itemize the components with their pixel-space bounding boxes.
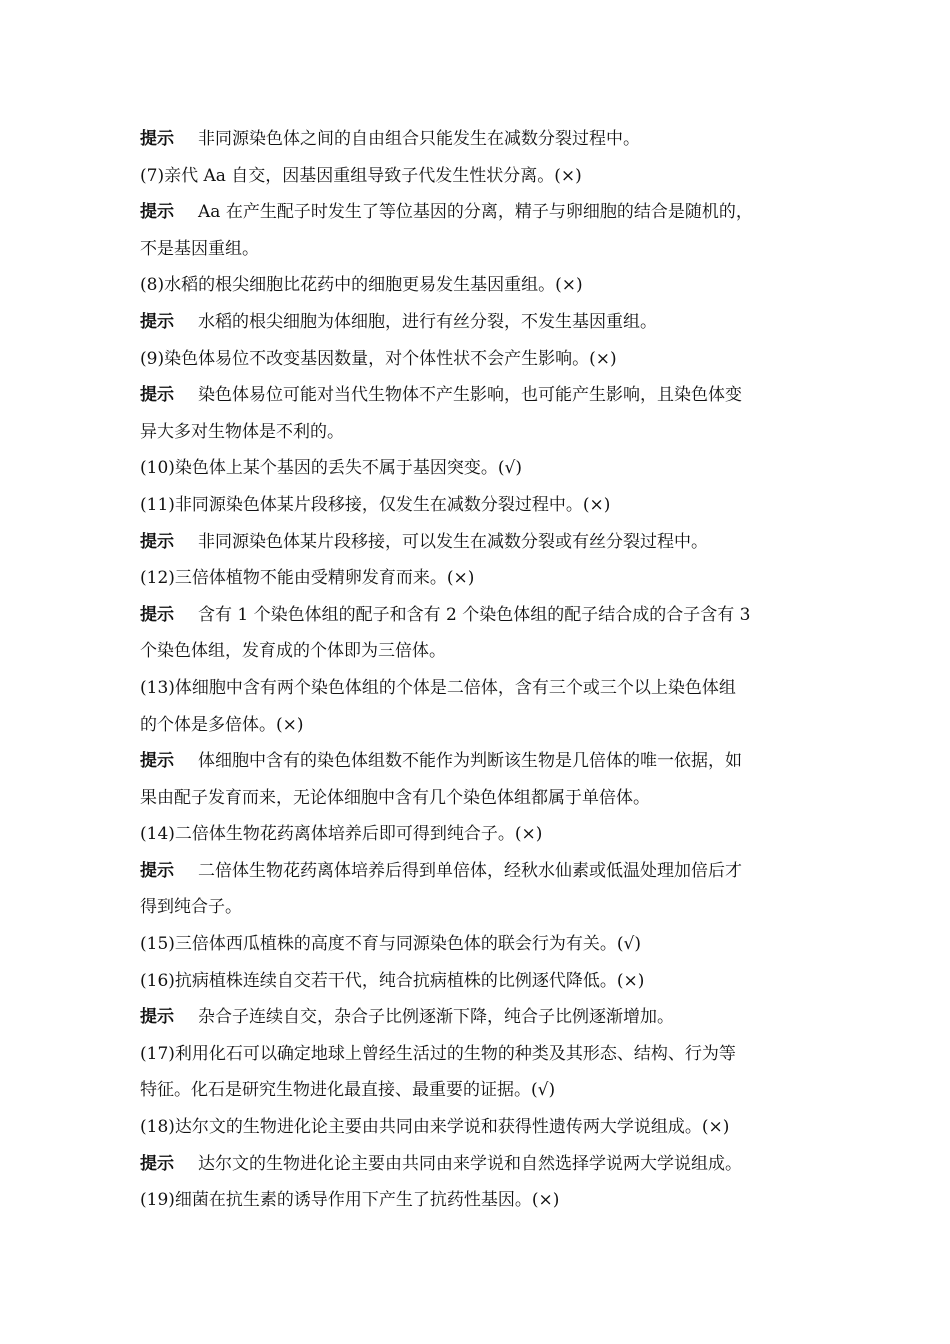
text-line: [140, 560, 820, 597]
text-line: [140, 414, 820, 451]
line-text: 不是基因重组。: [140, 238, 259, 259]
text-line: [140, 487, 820, 524]
hint-label: 提示: [140, 385, 174, 406]
text-line: [140, 158, 820, 195]
line-text: (17)利用化石可以确定地球上曾经生活过的生物的种类及其形态、结构、行为等: [140, 1043, 736, 1064]
line-text: (18)达尔文的生物进化论主要由共同由来学说和获得性遗传两大学说组成。(×): [140, 1117, 730, 1138]
text-line: [140, 341, 820, 378]
hint-line: [140, 377, 820, 414]
hint-line: [140, 194, 820, 231]
text-line: [140, 1072, 820, 1109]
line-text: 得到纯合子。: [140, 897, 242, 918]
line-text: (12)三倍体植物不能由受精卵发育而来。(×): [140, 568, 475, 589]
text-line: [140, 816, 820, 853]
line-text: 的个体是多倍体。(×): [140, 714, 304, 735]
line-text: 水稻的根尖细胞为体细胞，进行有丝分裂，不发生基因重组。: [198, 311, 657, 332]
line-text: (13)体细胞中含有两个染色体组的个体是二倍体，含有三个或三个以上染色体组: [140, 677, 736, 698]
line-text: 二倍体生物花药离体培养后得到单倍体，经秋水仙素或低温处理加倍后才: [198, 860, 742, 881]
line-text: 杂合子连续自交，杂合子比例逐渐下降，纯合子比例逐渐增加。: [198, 1007, 674, 1028]
line-text: (7)亲代 Aa 自交，因基因重组导致子代发生性状分离。(×): [140, 165, 582, 186]
line-text: (11)非同源染色体某片段移接，仅发生在减数分裂过程中。(×): [140, 494, 611, 515]
hint-label: 提示: [140, 1153, 174, 1174]
line-text: Aa 在产生配子时发生了等位基因的分离，精子与卵细胞的结合是随机的，: [198, 202, 753, 223]
line-text: 体细胞中含有的染色体组数不能作为判断该生物是几倍体的唯一依据，如: [198, 751, 742, 772]
line-text: 染色体易位可能对当代生物体不产生影响，也可能产生影响，且染色体变: [198, 385, 742, 406]
hint-line: [140, 524, 820, 561]
line-text: 达尔文的生物进化论主要由共同由来学说和自然选择学说两大学说组成。: [198, 1153, 742, 1174]
text-line: [140, 707, 820, 744]
line-text: (14)二倍体生物花药离体培养后即可得到纯合子。(×): [140, 824, 543, 845]
line-text: (8)水稻的根尖细胞比花药中的细胞更易发生基因重组。(×): [140, 275, 583, 296]
text-line: [140, 780, 820, 817]
hint-label: 提示: [140, 202, 174, 223]
text-line: [140, 1182, 820, 1219]
text-line: [140, 1036, 820, 1073]
line-text: (16)抗病植株连续自交若干代，纯合抗病植株的比例逐代降低。(×): [140, 970, 645, 991]
answer-list: [140, 121, 820, 1219]
hint-line: [140, 743, 820, 780]
line-text: 非同源染色体某片段移接，可以发生在减数分裂或有丝分裂过程中。: [198, 531, 708, 552]
hint-label: 提示: [140, 311, 174, 332]
text-line: [140, 963, 820, 1000]
text-line: [140, 267, 820, 304]
text-line: [140, 889, 820, 926]
hint-label: 提示: [140, 129, 174, 149]
text-line: [140, 670, 820, 707]
hint-line: [140, 853, 820, 890]
text-line: [140, 633, 820, 670]
hint-label: 提示: [140, 751, 174, 772]
hint-line: [140, 121, 820, 158]
hint-line: [140, 999, 820, 1036]
hint-line: [140, 304, 820, 341]
line-text: 异大多对生物体是不利的。: [140, 421, 344, 442]
line-text: 含有 1 个染色体组的配子和含有 2 个染色体组的配子结合成的合子含有 3: [198, 604, 751, 625]
line-text: 特征。化石是研究生物进化最直接、最重要的证据。(√): [140, 1080, 556, 1101]
line-text: 个染色体组，发育成的个体即为三倍体。: [140, 641, 446, 662]
hint-line: [140, 1146, 820, 1183]
text-line: [140, 1109, 820, 1146]
line-text: 非同源染色体之间的自由组合只能发生在减数分裂过程中。: [198, 129, 640, 149]
hint-label: 提示: [140, 604, 174, 625]
line-text: (15)三倍体西瓜植株的高度不育与同源染色体的联会行为有关。(√): [140, 934, 641, 955]
text-line: [140, 926, 820, 963]
hint-label: 提示: [140, 1007, 174, 1028]
line-text: (9)染色体易位不改变基因数量，对个体性状不会产生影响。(×): [140, 348, 617, 369]
hint-line: [140, 597, 820, 634]
text-line: [140, 450, 820, 487]
line-text: 果由配子发育而来，无论体细胞中含有几个染色体组都属于单倍体。: [140, 787, 650, 808]
text-line: [140, 231, 820, 268]
line-text: (19)细菌在抗生素的诱导作用下产生了抗药性基因。(×): [140, 1190, 560, 1211]
line-text: (10)染色体上某个基因的丢失不属于基因突变。(√): [140, 458, 522, 479]
hint-label: 提示: [140, 531, 174, 552]
hint-label: 提示: [140, 860, 174, 881]
